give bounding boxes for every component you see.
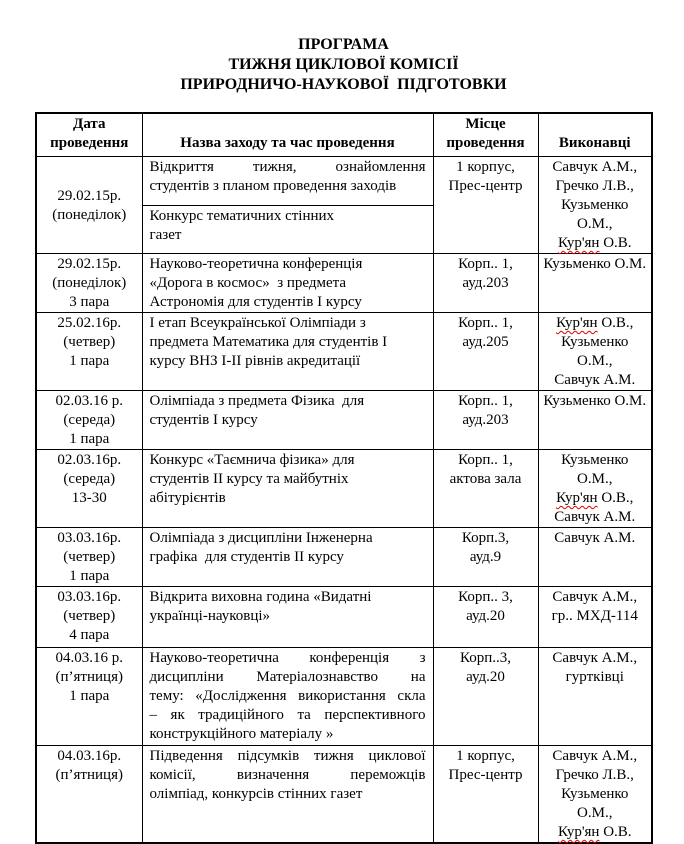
place-cell: 1 корпус, Прес-центр xyxy=(433,157,538,254)
date-cell: 03.03.16р. (четвер) 4 пара xyxy=(36,587,142,648)
event-cell: Олімпіада з дисципліни Інженерна графіка для студентів ІІ курсу xyxy=(142,528,433,587)
event-cell: І етап Всеукраїнської Олімпіади з предмета Математика для студентів І курсу ВНЗ І-ІІ рівнів акредитації xyxy=(142,313,433,391)
performers-cell: Кузьменко О.М. xyxy=(538,391,652,450)
table-row xyxy=(36,313,652,391)
date-cell: 04.03.16р. (п’ятниця) xyxy=(36,746,142,844)
table-row xyxy=(36,528,652,587)
performers-cell: Савчук А.М. xyxy=(538,528,652,587)
table-row xyxy=(36,648,652,746)
event-cell: Відкриття тижня, ознайомлення студентів з планом проведення заходів xyxy=(142,157,433,206)
place-cell: Корп.. 3, ауд.20 xyxy=(433,587,538,648)
table-row xyxy=(36,254,652,313)
place-cell: Корп..3, ауд.20 xyxy=(433,648,538,746)
event-cell-secondary: Конкурс тематичних стінних газет xyxy=(142,205,433,254)
column-header-date: Дата проведення xyxy=(36,113,142,157)
date-cell: 03.03.16р. (четвер) 1 пара xyxy=(36,528,142,587)
table-row xyxy=(36,157,652,206)
performers-cell: Кузьменко О.М., Кур'ян О.В., Савчук А.М. xyxy=(538,450,652,528)
event-cell: Конкурс «Таємнича фізика» для студентів ІІ курсу та майбутніх абітурієнтів xyxy=(142,450,433,528)
table-row xyxy=(36,450,652,528)
date-cell: 29.02.15р. (понеділок) 3 пара xyxy=(36,254,142,313)
header-row xyxy=(36,113,652,157)
table-row xyxy=(36,587,652,648)
document-title: ПРОГРАМА ТИЖНЯ ЦИКЛОВОЇ КОМІСІЇ ПРИРОДНИЧО-НАУКОВОЇ ПІДГОТОВКИ xyxy=(180,36,507,93)
event-cell: Науково-теоретична конференція з дисципліни Матеріалознавство на тему: «Дослідження використання скла – як традиційного та перспективного конструкційного матеріалу » xyxy=(142,648,433,746)
table-row xyxy=(36,746,652,844)
column-header-event: Назва заходу та час проведення xyxy=(142,113,433,157)
performers-cell: Кур'ян О.В., Кузьменко О.М., Савчук А.М. xyxy=(538,313,652,391)
event-cell: Відкрита виховна година «Видатні українці-науковці» xyxy=(142,587,433,648)
place-cell: Корп.. 1, актова зала xyxy=(433,450,538,528)
place-cell: Корп.. 1, ауд.203 xyxy=(433,391,538,450)
date-cell: 02.03.16 р. (середа) 1 пара xyxy=(36,391,142,450)
place-cell: Корп.3, ауд.9 xyxy=(433,528,538,587)
performers-cell: Савчук А.М., гр.. МХД-114 xyxy=(538,587,652,648)
place-cell: 1 корпус, Прес-центр xyxy=(433,746,538,844)
place-cell: Корп.. 1, ауд.203 xyxy=(433,254,538,313)
event-cell: Підведення підсумків тижня циклової комісії, визначення переможців олімпіад, конкурсів стінних газет xyxy=(142,746,433,844)
date-cell: 25.02.16р. (четвер) 1 пара xyxy=(36,313,142,391)
performers-cell: Кузьменко О.М. xyxy=(538,254,652,313)
event-cell: Науково-теоретична конференція «Дорога в космос» з предмета Астрономія для студентів І курсу xyxy=(142,254,433,313)
program-table xyxy=(35,112,653,844)
date-cell: 29.02.15р. (понеділок) xyxy=(36,157,142,254)
column-header-performers: Виконавці xyxy=(538,113,652,157)
event-cell: Олімпіада з предмета Фізика для студентів І курсу xyxy=(142,391,433,450)
performers-cell: Савчук А.М., Гречко Л.В., Кузьменко О.М., Кур'ян О.В. xyxy=(538,157,652,254)
table-row xyxy=(36,391,652,450)
place-cell: Корп.. 1, ауд.205 xyxy=(433,313,538,391)
date-cell: 02.03.16р. (середа) 13-30 xyxy=(36,450,142,528)
date-cell: 04.03.16 р. (п’ятниця) 1 пара xyxy=(36,648,142,746)
performers-cell: Савчук А.М., гуртківці xyxy=(538,648,652,746)
performers-cell: Савчук А.М., Гречко Л.В., Кузьменко О.М., Кур'ян О.В. xyxy=(538,746,652,844)
column-header-place: Місце проведення xyxy=(433,113,538,157)
